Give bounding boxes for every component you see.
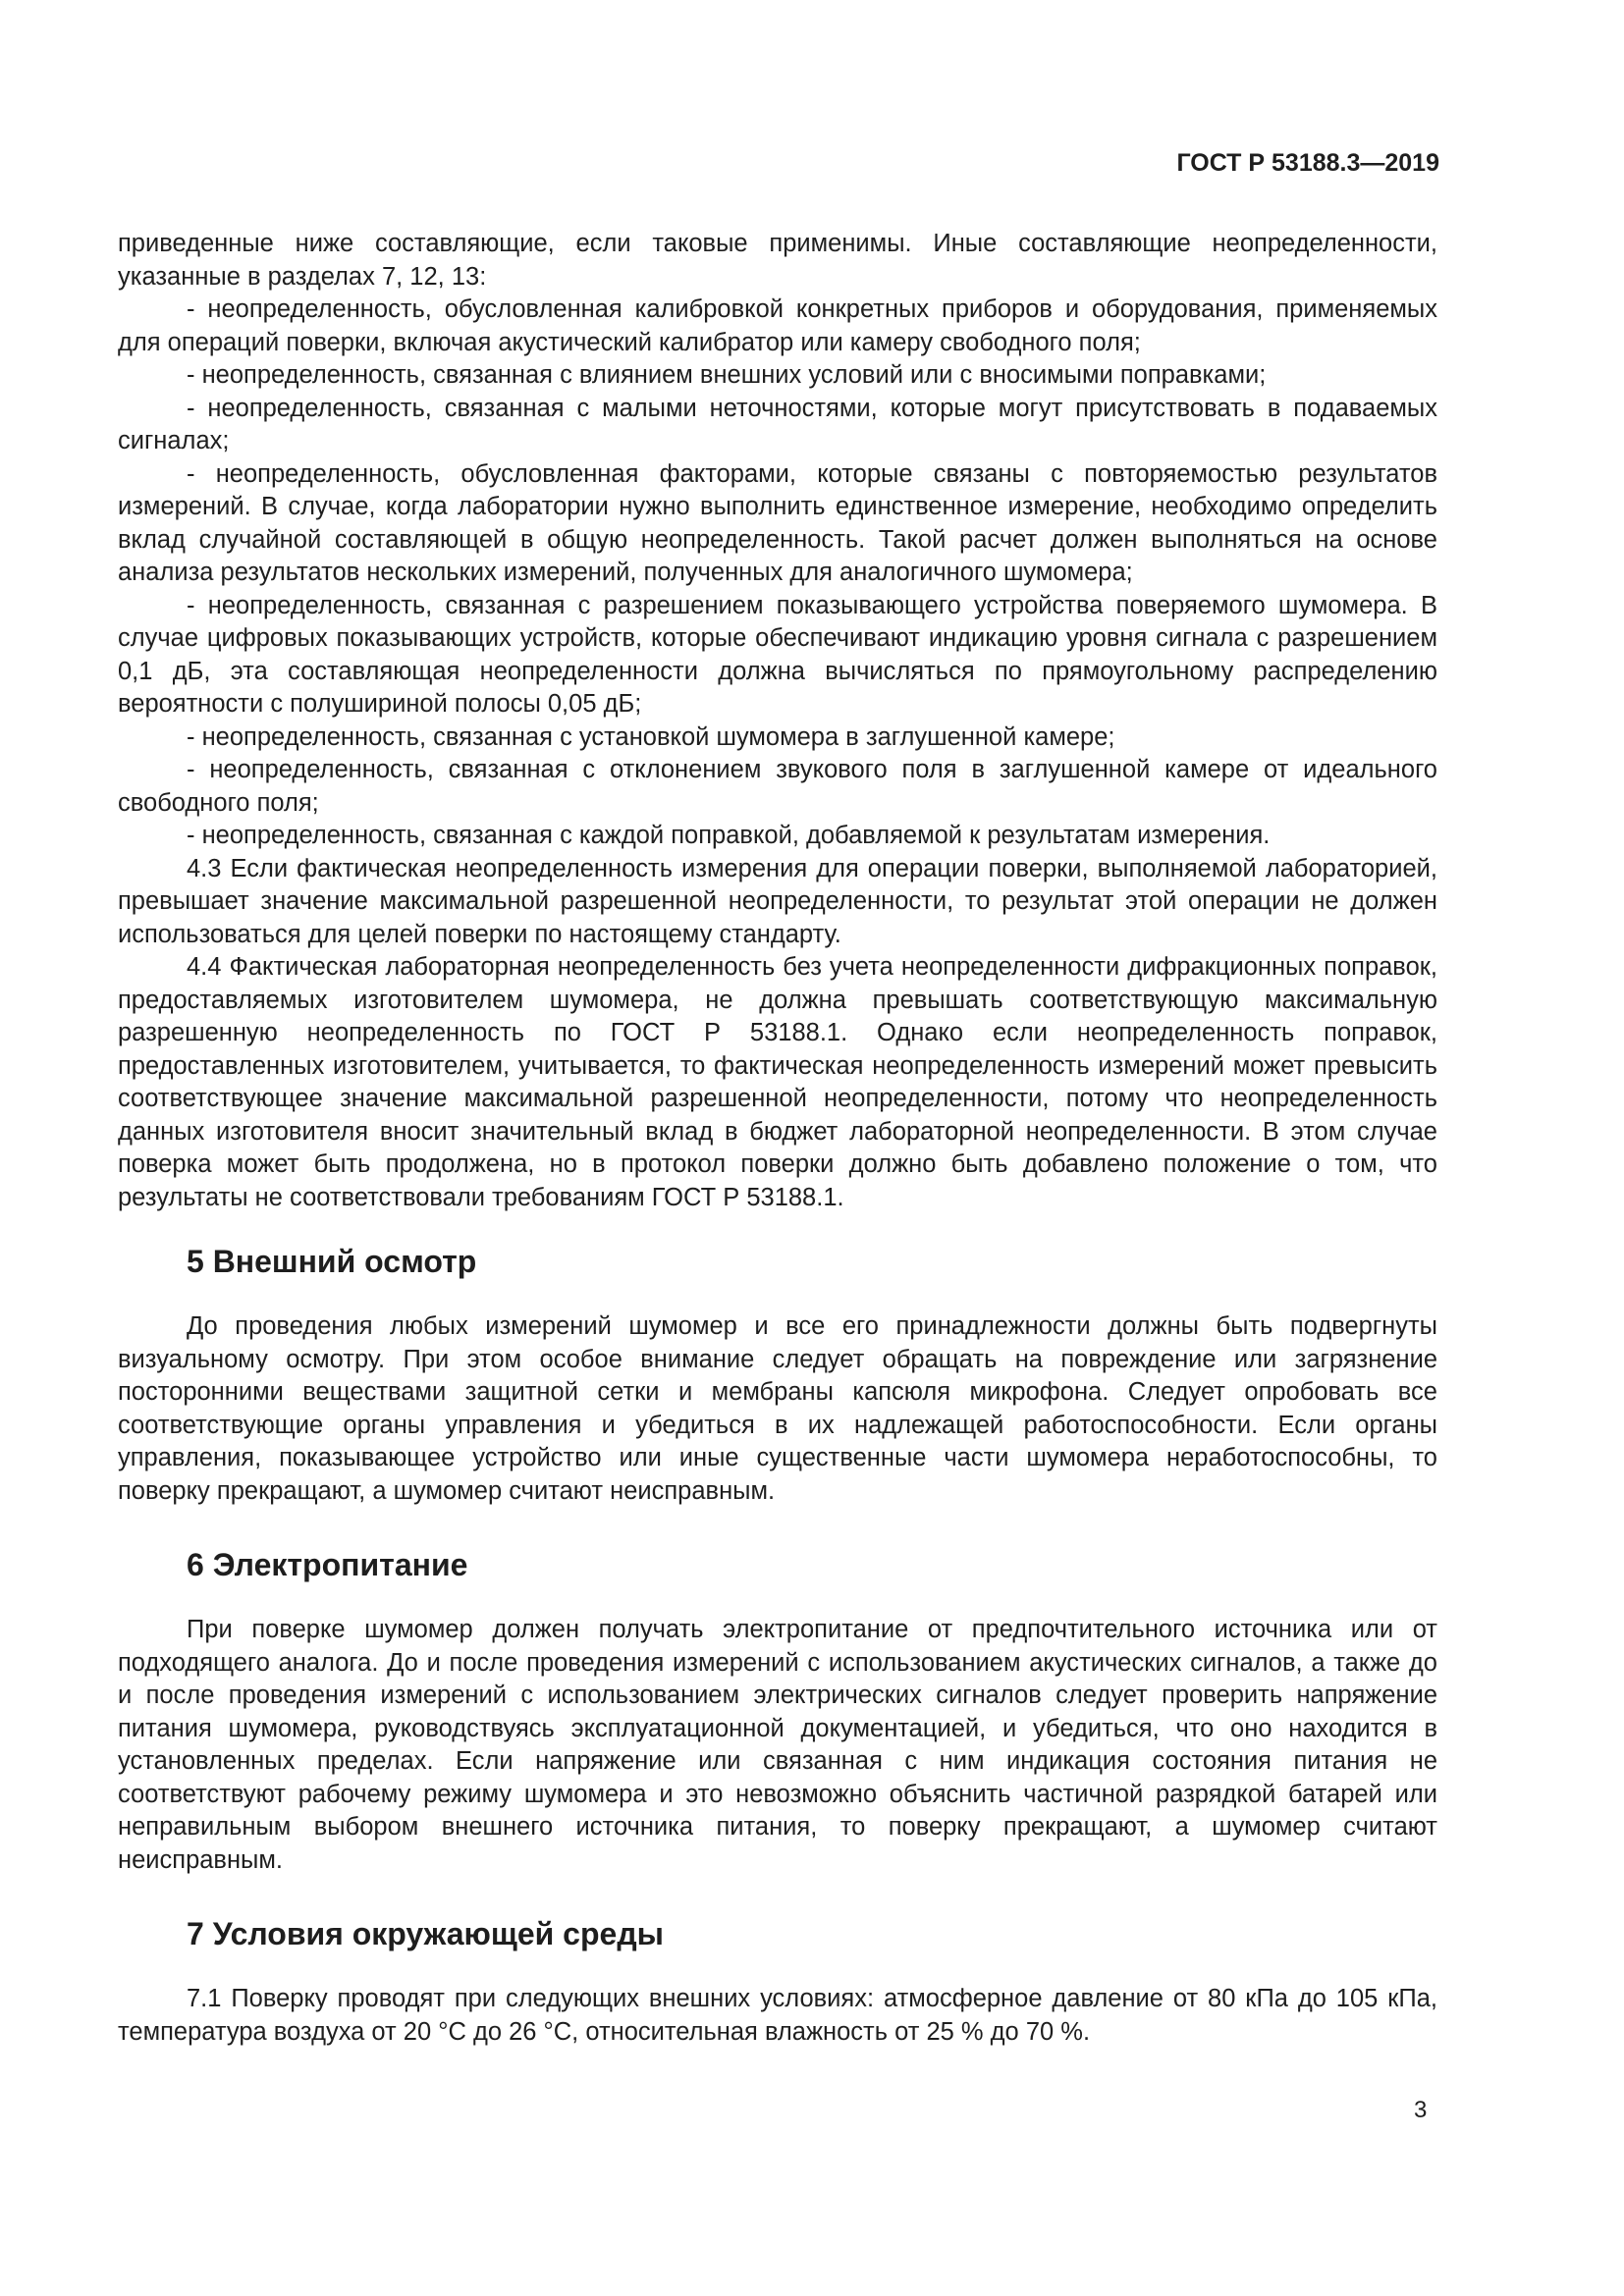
list-item: - неопределенность, связанная с отклонением звукового поля в заглушенной камере от идеального свободного поля;	[118, 756, 1437, 817]
section-6-paragraph: При поверке шумомер должен получать электропитание от предпочтительного источника или от подходящего аналога. До и после проведения измерений с использованием акустических сигналов, а также до и после проведения измерений с использованием электрических сигналов следует проверить напряжение питания шумомера, руководствуясь эксплуатационной документацией, и убедиться, что оно находится в установленных пределах. Если напряжение или связанная с ним индикация состояния питания не соответствуют рабочему режиму шумомера и это невозможно объяснить частичной разрядкой батарей или неправильным выбором внешнего источника питания, то поверку прекращают, а шумомер считают неисправным.	[118, 1616, 1437, 1874]
list-item: - неопределенность, связанная с разрешением показывающего устройства поверяемого шумомера. В случае цифровых показывающих устройств, которые обеспечивают индикацию уровня сигнала с разрешением 0,1 дБ, эта составляющая неопределенности должна вычисляться по прямоугольному распределению вероятности с полушириной полосы 0,05 дБ;	[118, 591, 1437, 718]
list-item: - неопределенность, связанная с влиянием внешних условий или с вносимыми поправками;	[187, 361, 1267, 389]
list-item: - неопределенность, связанная с каждой поправкой, добавляемой к результатам измерения.	[187, 822, 1271, 849]
intro-lead-paragraph: приведенные ниже составляющие, если таковые применимы. Иные составляющие неопределенности, указанные в разделах 7, 12, 13:	[118, 230, 1437, 291]
section-7-paragraph: 7.1 Поверку проводят при следующих внешних условиях: атмосферное давление от 80 кПа до 105 кПа, температура воздуха от 20 °С до 26 °С, относительная влажность от 25 % до 70 %.	[118, 1985, 1437, 2046]
section-5-paragraph: До проведения любых измерений шумомер и все его принадлежности должны быть подвергнуты визуальному осмотру. При этом особое внимание следует обращать на повреждение или загрязнение посторонними веществами защитной сетки и мембраны капсюля микрофона. Следует опробовать все соответствующие органы управления и убедиться в их надлежащей работоспособности. Если органы управления, показывающее устройство или иные существенные части шумомера неработоспособны, то поверку прекращают, а шумомер считают неисправным.	[118, 1312, 1437, 1505]
document-body	[118, 228, 1437, 2049]
clause-4-3-paragraph: 4.3 Если фактическая неопределенность измерения для операции поверки, выполняемой лабораторией, превышает значение максимальной разрешенной неопределенности, то результат этой операции не должен использоваться для целей поверки по настоящему стандарту.	[118, 854, 1437, 948]
document-code-header: ГОСТ Р 53188.3—2019	[1176, 149, 1439, 177]
list-item: - неопределенность, связанная с установкой шумомера в заглушенной камере;	[187, 722, 1115, 751]
list-item: - неопределенность, связанная с малыми неточностями, которые могут присутствовать в подаваемых сигналах;	[118, 394, 1437, 454]
section-5-heading: 5 Внешний осмотр	[187, 1244, 477, 1279]
list-item: - неопределенность, обусловленная факторами, которые связаны с повторяемостью результатов измерений. В случае, когда лаборатории нужно выполнить единственное измерение, необходимо определить вклад случайной составляющей в общую неопределенность. Такой расчет должен выполняться на основе анализа результатов нескольких измерений, полученных для аналогичного шумомера;	[118, 459, 1437, 586]
list-item: - неопределенность, обусловленная калибровкой конкретных приборов и оборудования, применяемых для операций поверки, включая акустический калибратор или камеру свободного поля;	[118, 295, 1437, 356]
page-number: 3	[1414, 2097, 1428, 2123]
section-6-heading: 6 Электропитание	[187, 1547, 468, 1582]
clause-4-4-paragraph: 4.4 Фактическая лабораторная неопределенность без учета неопределенности дифракционных поправок, предоставляемых изготовителем шумомера, не должна превышать соответствующую максимальную разрешенную неопределенность по ГОСТ Р 53188.1. Однако если неопределенность поправок, предоставленных изготовителем, учитывается, то фактическая неопределенность измерений может превысить соответствующее значение максимальной разрешенной неопределенности, потому что неопределенность данных изготовителя вносит значительный вклад в бюджет лабораторной неопределенности. В этом случае поверка может быть продолжена, но в протокол поверки должно быть добавлено положение о том, что результаты не соответствовали требованиям ГОСТ Р 53188.1.	[118, 953, 1437, 1211]
section-7-heading: 7 Условия окружающей среды	[187, 1916, 664, 1951]
